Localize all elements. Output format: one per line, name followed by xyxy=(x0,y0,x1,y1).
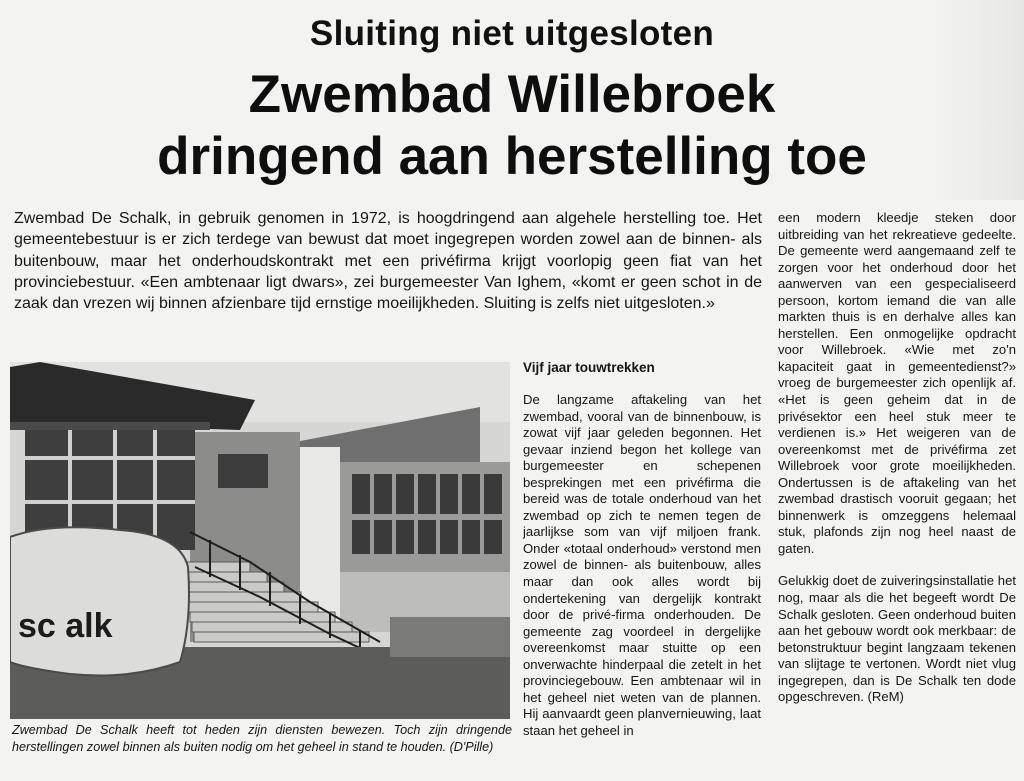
column-middle-text: De langzame aftakeling van het zwembad, vooral van de binnenbouw, is zowat vijf jaar geleden begonnen. Het gevaar inziend begon het kollege van burgemeester en schepenen besprekingen met een privéfirma die bereid was de totale onderhoud van het zwembad op zich te nemen tegen de jaarlijkse som van vijf miljoen frank. Onder «totaal onderhoud» verstond men zowel de binnen- als buitenbouw, alles maar dan ook alles wordt bij ondertekening van dergelijk kontrakt door de privé-firma onderhouden. De gemeente zag voordeel in dergelijke overeenkomst maar stuitte op een onverwachte hinderpaal die zetelt in het provinciegebouw. Een ambtenaar wil in het geheel niet weten van de plannen. Hij aanvaardt geen planvernieuwing, laat staan het geheel in xyxy=(523,392,761,738)
article-headline xyxy=(0,64,1024,188)
section-subhead: Vijf jaar touwtrekken xyxy=(523,360,655,375)
article-column-right xyxy=(778,210,1016,706)
photo-sign-lettering: sc alk xyxy=(18,607,113,645)
swimming-pool-photo xyxy=(10,362,510,719)
article-lead: Zwembad De Schalk, in gebruik genomen in 1972, is hoogdringend aan algehele herstelling toe. Het gemeentebestuur is er zich terdege van bewust dat moet ingegrepen worden zowel aan de binnen- als buitenbouw, maar het onderhoudskontrakt met een privéfirma krijgt voorlopig geen fiat van het provinciebestuur. «Een ambtenaar ligt dwars», zei burgemeester Van Ighem, «komt er geen schot in de zaak dan vrezen wij binnen afzienbare tijd ernstige moeilijkheden. Sluiting is zelfs niet uitgesloten.» xyxy=(14,210,762,313)
photo-caption: Zwembad De Schalk heeft tot heden zijn diensten bewezen. Toch zijn dringende herstellingen zowel binnen als buiten nodig om het geheel in stand te houden. (D'Pille) xyxy=(12,723,512,754)
article-kicker: Sluiting niet uitgesloten xyxy=(309,14,715,53)
article-column-middle xyxy=(523,392,761,739)
column-right-paragraph-1: een modern kleedje steken door uitbreiding van het rekreatieve gedeelte. De gemeente werd aangemaand zelf te zorgen voor het onderhoud door het aanwerven van een gespecialiseerd persoon, kortom iemand die van alle markten thuis is en derhalve alles kan herstellen. Een onmogelijke opdracht voor Willebroek. «Wie met zo'n kapaciteit gaat in gemeentedienst?» vroeg de burgemeester zich openlijk af. «Het is geen geheim dat in de privésektor een heel stuk meer te verdienen is.» Het weigeren van de overeenkomst met de privéfirma zet Willebroek voor grote moeilijkheden. Ondertussen is de aftakeling van het zwembad drastisch vooruit gegaan; het binnenwerk is omzeggens helemaal stuk, plafonds zijn nog heel naast de gaten. xyxy=(778,210,1016,556)
column-right-paragraph-2: Gelukkig doet de zuiveringsinstallatie het nog, maar als die het begeeft wordt De Schalk gesloten. Geen onderhoud buiten aan het gebouw wordt ook merkbaar: de betonstruktuur begint langzaam tekenen van slijtage te vertonen. Wordt niet vlug ingegrepen, dan is De Schalk ten dode opgeschreven. (ReM) xyxy=(778,573,1016,705)
headline-line-1: Zwembad Willebroek xyxy=(248,65,776,124)
headline-line-2: dringend aan herstelling toe xyxy=(157,127,867,186)
